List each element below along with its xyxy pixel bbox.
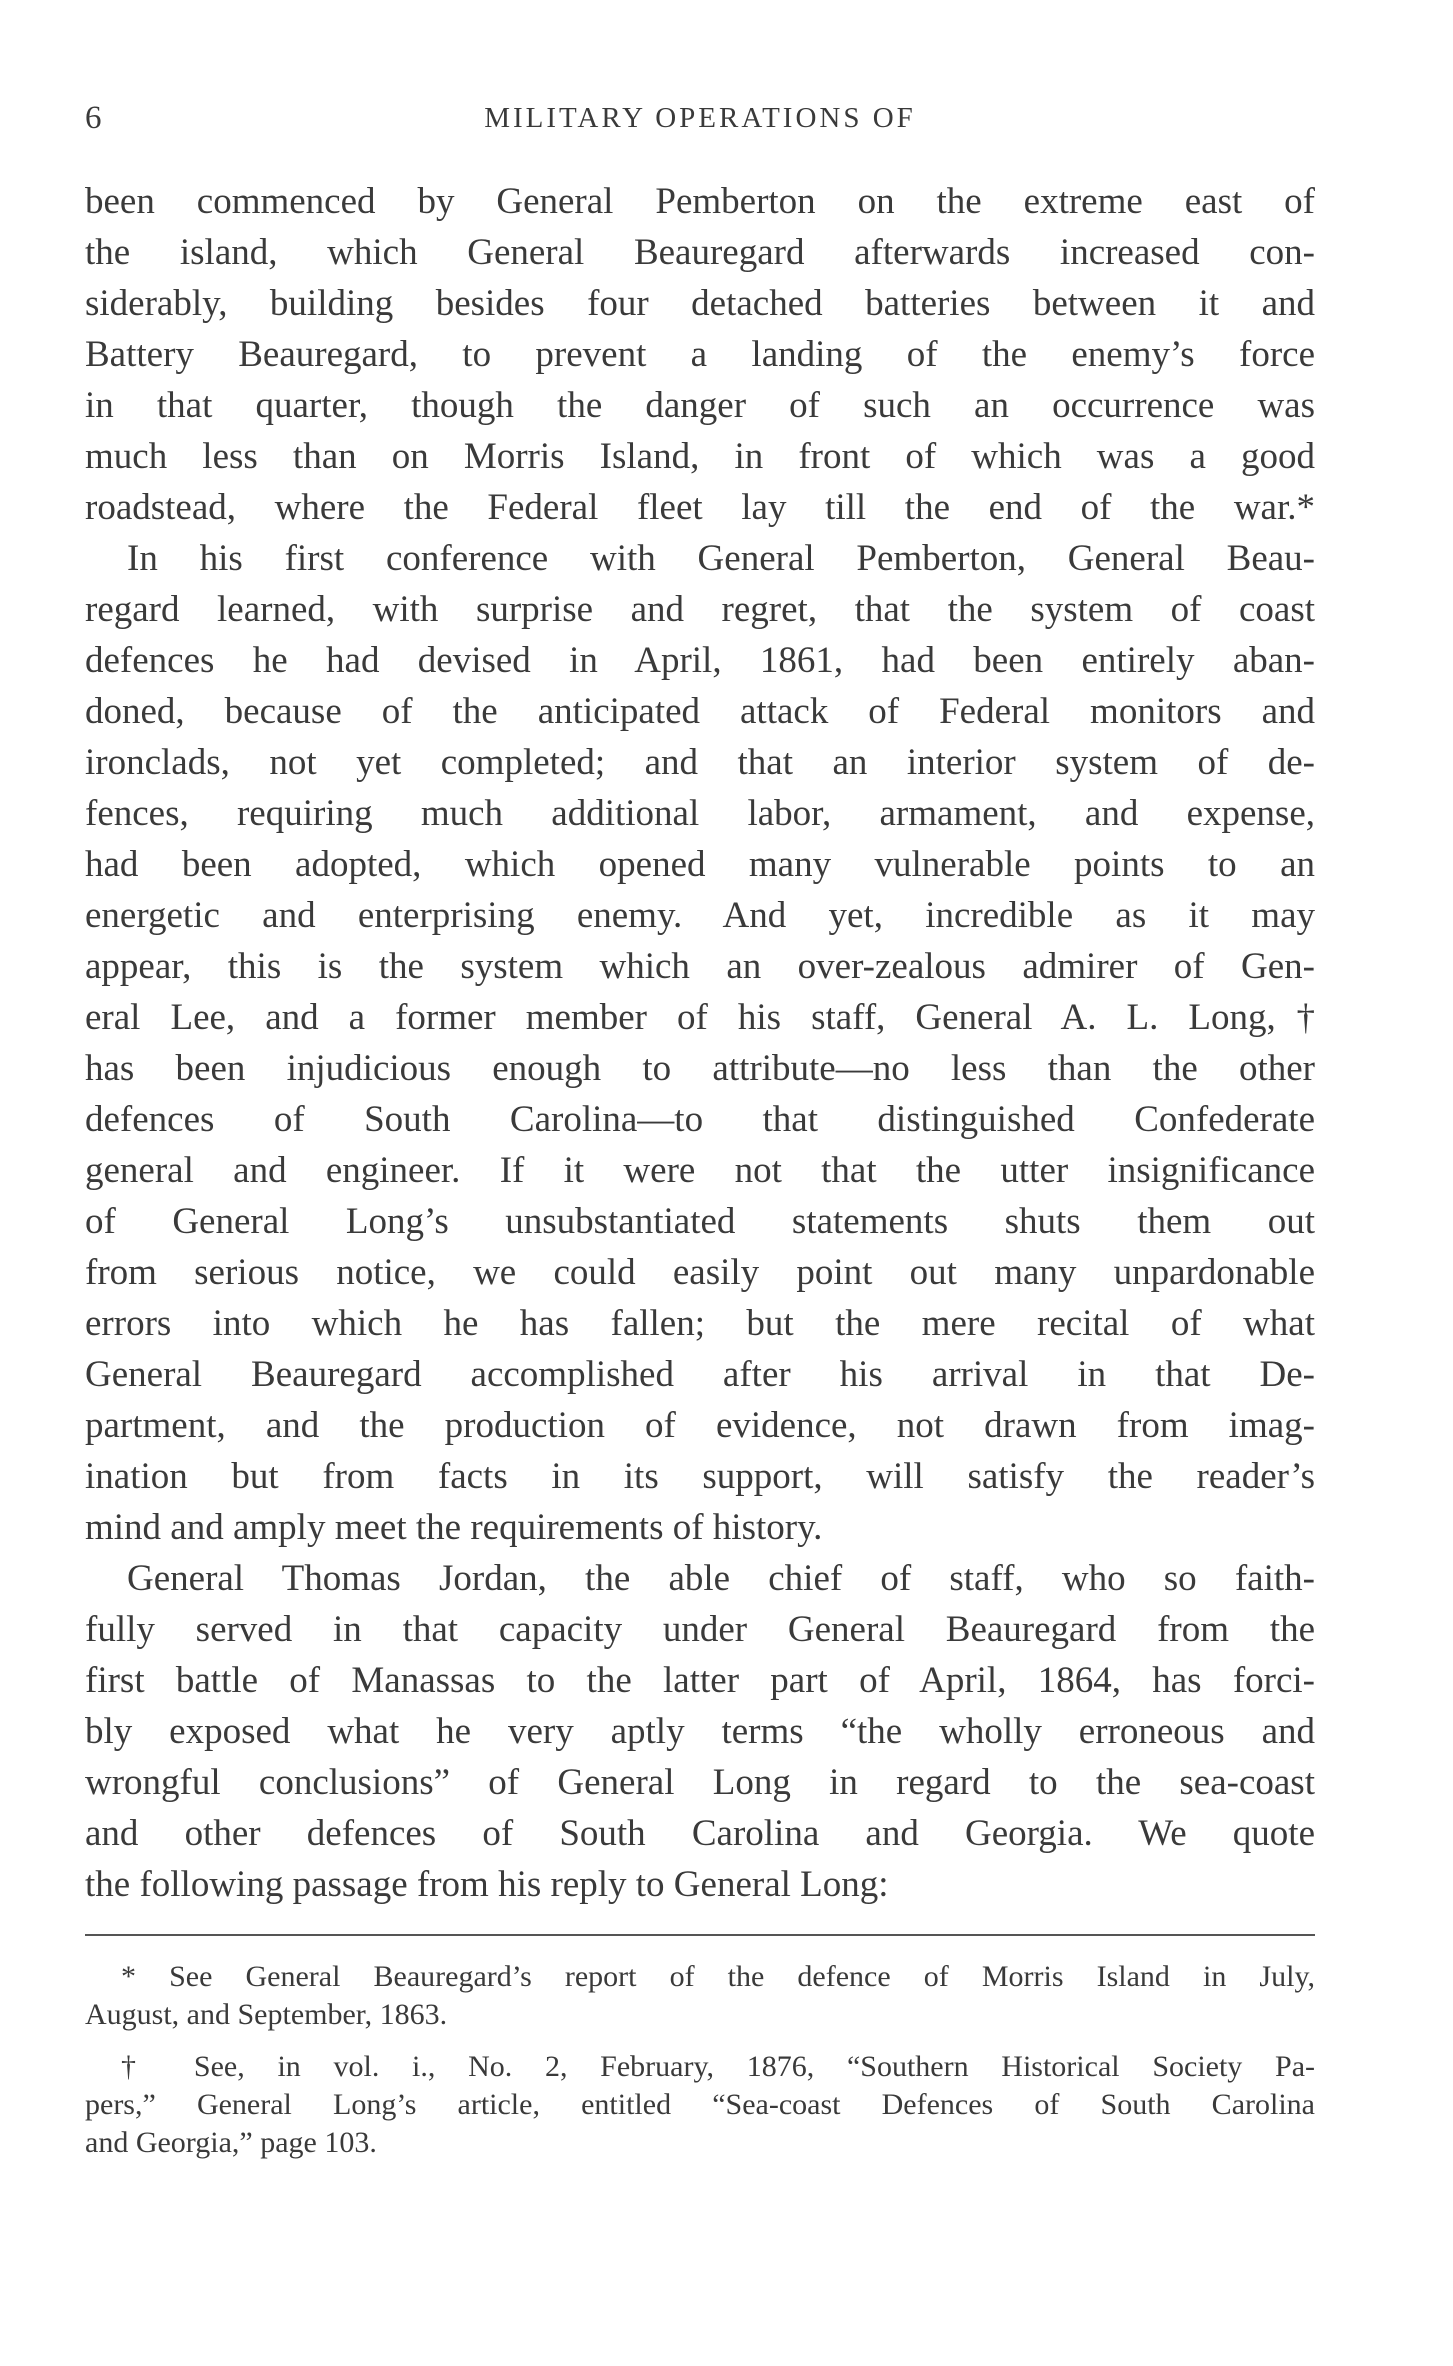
footnote-rule [85,1934,1315,1936]
text-line: of General Long’s unsubstantiated statements shuts them out [85,1201,1315,1242]
text-line: from serious notice, we could easily point out many unpardonable [85,1252,1315,1293]
text-line: has been injudicious enough to attribute—no less than the other [85,1048,1315,1089]
text-line: defences he had devised in April, 1861, had been entirely aban- [85,640,1315,681]
text-line: fully served in that capacity under General Beauregard from the [85,1609,1315,1650]
footnote-1 [85,1958,1315,2034]
text-line: much less than on Morris Island, in front of which was a good [85,436,1315,477]
footnote-line: August, and September, 1863. [85,1998,448,2031]
footnote-line: * See General Beauregard’s report of the defence of Morris Island in July, [121,1960,1315,1993]
text-line: errors into which he has fallen; but the mere recital of what [85,1303,1315,1344]
footnote-line: † See, in vol. i., No. 2, February, 1876, “Southern Historical Society Pa- [121,2050,1315,2083]
text-line: bly exposed what he very aptly terms “the wholly erroneous and [85,1711,1315,1752]
text-line: mind and amply meet the requirements of history. [85,1507,823,1548]
text-line: appear, this is the system which an over-zealous admirer of Gen- [85,946,1315,987]
running-head: MILITARY OPERATIONS OF [484,102,916,134]
body-text [85,176,1315,1910]
page-header [85,100,1315,140]
footnotes [85,1958,1315,2162]
page-number: 6 [85,100,103,136]
text-line: General Beauregard accomplished after his arrival in that De- [85,1354,1315,1395]
footnote-line: and Georgia,” page 103. [85,2126,377,2159]
text-line: siderably, building besides four detached batteries between it and [85,283,1315,324]
text-line: been commenced by General Pemberton on the extreme east of [85,181,1315,222]
text-line: defences of South Carolina—to that distinguished Confederate [85,1099,1315,1140]
text-line: general and engineer. If it were not that the utter insignificance [85,1150,1315,1191]
text-line: eral Lee, and a former member of his staff, General A. L. Long,† [85,997,1315,1038]
text-line: ination but from facts in its support, will satisfy the reader’s [85,1456,1315,1497]
text-line: first battle of Manassas to the latter part of April, 1864, has forci- [85,1660,1315,1701]
text-line: regard learned, with surprise and regret, that the system of coast [85,589,1315,630]
text-line: General Thomas Jordan, the able chief of staff, who so faith- [127,1558,1315,1599]
footnote-line: pers,” General Long’s article, entitled “Sea-coast Defences of South Carolina [85,2088,1315,2121]
text-line: fences, requiring much additional labor, armament, and expense, [85,793,1315,834]
text-line: partment, and the production of evidence, not drawn from imag- [85,1405,1315,1446]
text-line: wrongful conclusions” of General Long in regard to the sea-coast [85,1762,1315,1803]
text-line: the island, which General Beauregard afterwards increased con- [85,232,1315,273]
text-line: in that quarter, though the danger of such an occurrence was [85,385,1315,426]
text-line: and other defences of South Carolina and Georgia. We quote [85,1813,1315,1854]
text-line: energetic and enterprising enemy. And yet, incredible as it may [85,895,1315,936]
text-line: had been adopted, which opened many vulnerable points to an [85,844,1315,885]
text-line: doned, because of the anticipated attack of Federal monitors and [85,691,1315,732]
text-line: In his first conference with General Pemberton, General Beau- [127,538,1315,579]
text-line: ironclads, not yet completed; and that an interior system of de- [85,742,1315,783]
text-line: the following passage from his reply to General Long: [85,1864,889,1905]
footnote-2 [85,2048,1315,2162]
text-line: Battery Beauregard, to prevent a landing of the enemy’s force [85,334,1315,375]
text-line: roadstead, where the Federal fleet lay till the end of the war.* [85,487,1315,528]
